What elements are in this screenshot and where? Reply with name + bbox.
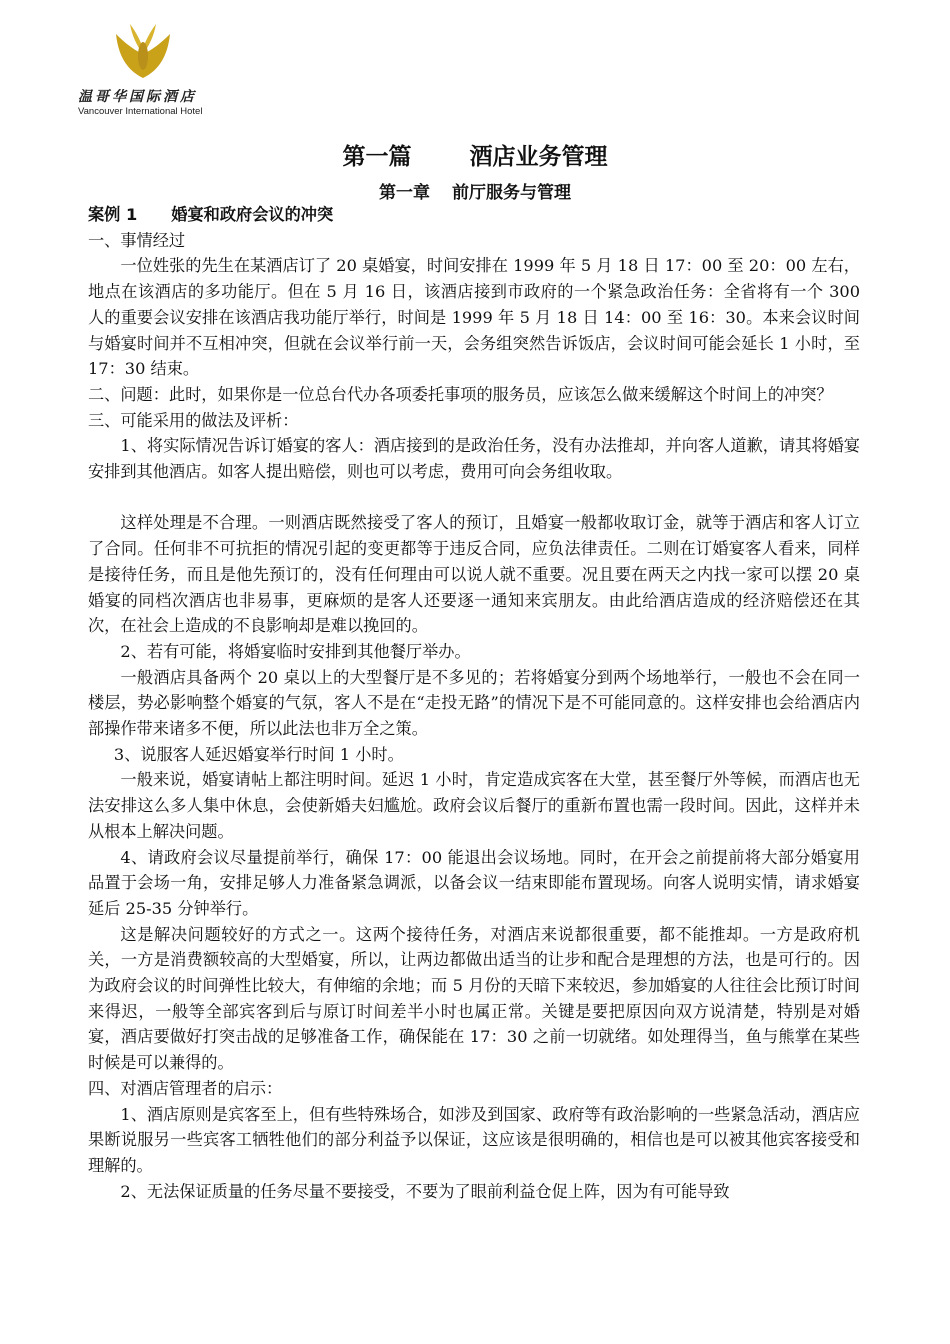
paragraph: 1、将实际情况告诉订婚宴的客人：酒店接到的是政治任务，没有办法推却，并向客人道歉，请其将婚宴安排到其他酒店。如客人提出赔偿，则也可以考虑，费用可向会务组收取。	[88, 436, 860, 482]
paragraph: 2、若有可能，将婚宴临时安排到其他餐厅举办。	[120, 641, 471, 661]
hotel-name-en: Vancouver International Hotel	[78, 106, 203, 117]
case-title	[88, 202, 860, 228]
section-heading: 三、可能采用的做法及评析：	[88, 410, 299, 430]
blank-line	[88, 485, 860, 511]
section-heading: 四、对酒店管理者的启示：	[88, 1078, 283, 1098]
paragraph: 一般来说，婚宴请帖上都注明时间。延迟 1 小时，肯定造成宾客在大堂，甚至餐厅外等候，而酒店也无法安排这么多人集中休息，会使新婚夫妇尴尬。政府会议后餐厅的重新布置也需一段时间。因此，这样并未从根本上解决问题。	[88, 770, 860, 841]
paragraph: 这是解决问题较好的方式之一。这两个接待任务，对酒店来说都很重要，都不能推却。一方是政府机关，一方是消费额较高的大型婚宴，所以，让两边都做出适当的让步和配合是理想的方法，也是可行的。因为政府会议的时间弹性比较大，有伸缩的余地；而 5 月份的天暗下来较迟，参加婚宴的人往往会比预订时间来得迟，一般等全部宾客到后与原订时间差半小时也属正常。关键是要把原因向双方说清楚，特别是对婚宴，酒店要做好打突击战的足够准备工作，确保能在 17：30 之前一切就绪。如处理得当，鱼与熊掌在某些时候是可以兼得的。	[88, 924, 860, 1073]
chapter-title	[0, 178, 950, 203]
part-name: 酒店业务管理	[469, 144, 608, 170]
paragraph: 这样处理是不合理。一则酒店既然接受了客人的预订，且婚宴一般都收取订金，就等于酒店和客人订立了合同。任何非不可抗拒的情况引起的变更都等于违反合同，应负法律责任。二则在订婚宴客人看来，同样是接待任务，而且是他先预订的，没有任何理由可以说人就不重要。况且要在两天之内找一家可以摆 20 桌婚宴的同档次酒店也非易事，更麻烦的是客人还要逐一通知来宾朋友。由此给酒店造成的经济赔偿还在其次，在社会上造成的不良影响却是难以挽回的。	[88, 513, 860, 636]
case-name: 婚宴和政府会议的冲突	[171, 205, 334, 224]
hotel-name-cn: 温哥华国际酒店	[78, 89, 197, 105]
paragraph: 一般酒店具备两个 20 桌以上的大型餐厅是不多见的；若将婚宴分到两个场地举行，一般也不会在同一楼层，势必影响整个婚宴的气氛，客人不是在“走投无路”的情况下是不可能同意的。这样安排也会给酒店内部操作带来诸多不便，所以此法也非万全之策。	[88, 667, 860, 739]
wings-emblem-icon	[112, 20, 174, 82]
paragraph: 4、请政府会议尽量提前举行，确保 17：00 能退出会议场地。同时，在开会之前提前将大部分婚宴用品置于会场一角，安排足够人力准备紧急调派，以备会议一结束即能布置现场。向客人说明实情，请求婚宴延后 25-35 分钟举行。	[88, 847, 860, 918]
chapter-name: 前厅服务与管理	[452, 183, 571, 203]
case-label: 案例 1	[88, 205, 138, 224]
paragraph: 2、无法保证质量的任务尽量不要接受，不要为了眼前利益仓促上阵，因为有可能导致	[120, 1181, 730, 1201]
paragraph: 一位姓张的先生在某酒店订了 20 桌婚宴，时间安排在 1999 年 5 月 18 日 17：00 至 20：00 左右，地点在该酒店的多功能厅。但在 5 月 16 日，该酒店接到市政府的一个紧急政治任务：全省将有一个 300 人的重要会议安排在该酒店我功能厅举行，时间是 1999 年 5 月 18 日 14：00 至 16：30。本来会议时间与婚宴时间并不互相冲突，但就在会议举行前一天，会务组突然告诉饭店，会议时间可能会延长 1 小时，至 17：30 结束。	[88, 256, 860, 379]
part-title	[0, 138, 950, 171]
paragraph: 1、酒店原则是宾客至上，但有些特殊场合，如涉及到国家、政府等有政治影响的一些紧急活动，酒店应果断说服另一些宾客工牺牲他们的部分利益予以保证，这应该是很明确的，相信也是可以被其他宾客接受和理解的。	[88, 1104, 860, 1175]
part-label: 第一篇	[342, 144, 412, 170]
document-body	[88, 202, 860, 1204]
chapter-label: 第一章	[379, 183, 430, 203]
section-heading: 二、问题：此时，如果你是一位总台代办各项委托事项的服务员，应该怎么做来缓解这个时间上的冲突？	[88, 384, 833, 404]
hotel-logo	[70, 20, 230, 117]
paragraph: 3、说服客人延迟婚宴举行时间 1 小时。	[113, 744, 404, 764]
section-heading: 一、事情经过	[88, 230, 186, 250]
